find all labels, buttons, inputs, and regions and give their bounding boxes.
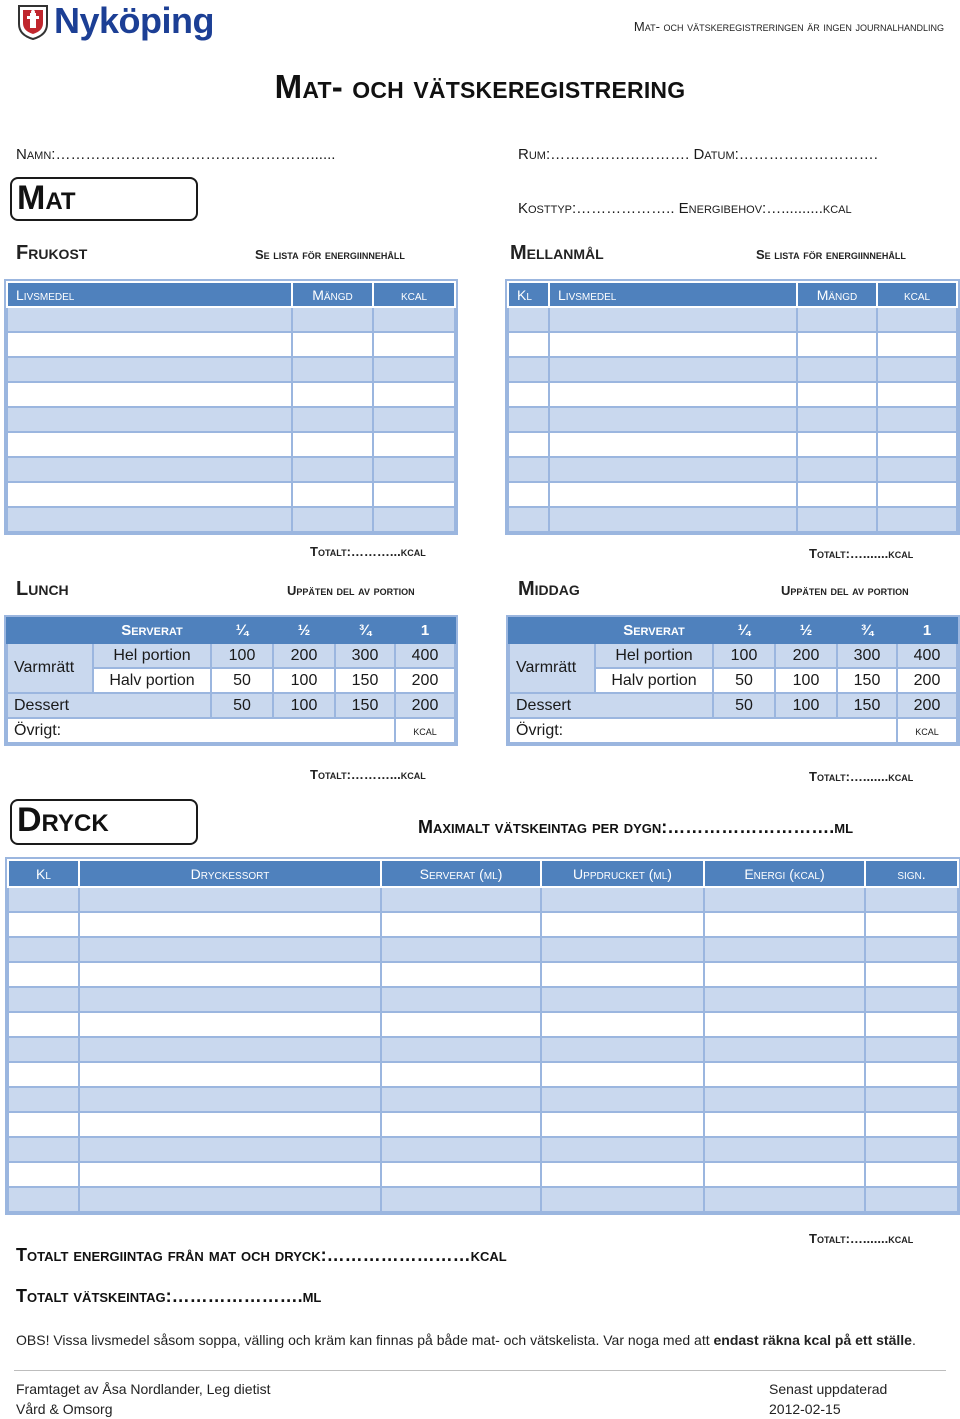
lunch-dessert-label: Dessert [7,693,211,718]
table-row [508,507,957,532]
logo-text: Nyköping [54,0,215,41]
middag-dessert-whole[interactable]: 200 [897,693,957,718]
mellanmal-col-kl: Kl [508,282,549,307]
lunch-ovrigt-kcal: kcal [395,718,455,743]
mat-section-label [10,177,198,221]
mellanmal-col-mangd: Mängd [797,282,877,307]
lunch-ovrigt-label[interactable]: Övrigt: [7,718,395,743]
lunch-dessert-three-quarter[interactable]: 150 [335,693,395,718]
table-row [8,1037,958,1062]
lunch-col-whole: 1 [395,618,455,643]
middag-hel-quarter[interactable]: 100 [713,643,775,668]
table-row [7,382,455,407]
mellanmal-title: Mellanmål [510,242,604,264]
middag-halv-three-quarter[interactable]: 150 [837,668,897,693]
table-row [8,887,958,912]
table-row [8,1162,958,1187]
obs-note [16,1332,916,1348]
middag-halv-quarter[interactable]: 50 [713,668,775,693]
middag-table [508,617,958,744]
table-row [508,457,957,482]
middag-ovrigt-kcal: kcal [897,718,957,743]
frukost-title: Frukost [16,242,88,264]
dryck-table [7,859,959,1213]
frukost-hint: Se lista för energiinnehåll [255,247,405,262]
middag-dessert-label: Dessert [509,693,713,718]
obs-suffix: . [911,1332,916,1348]
middag-col-whole: 1 [897,618,957,643]
table-row [7,357,455,382]
obs-text: OBS! Vissa livsmedel såsom soppa, välling och kräm kan finnas på både mat- och vätskelista. Var noga med att [16,1332,714,1348]
table-row [8,987,958,1012]
middag-dessert-half[interactable]: 100 [775,693,837,718]
dryck-col-dryckessort: Dryckessort [79,860,381,887]
dryck-col-uppdrucket: Uppdrucket (ml) [541,860,704,887]
table-row [7,432,455,457]
middag-hel-label: Hel portion [595,643,713,668]
obs-emphasis: endast räkna kcal på ett ställe [713,1332,912,1348]
total-fluid-field[interactable]: Totalt vätskeintag:………………….ml [16,1286,322,1306]
table-row [7,457,455,482]
lunch-hel-half[interactable]: 200 [273,643,335,668]
table-row [7,307,455,332]
table-row [508,332,957,357]
footer-author: Framtaget av Åsa Nordlander, Leg dietist [16,1381,271,1397]
middag-hint: Uppäten del av portion [781,583,909,598]
table-row [508,382,957,407]
table-row [8,937,958,962]
middag-halv-whole[interactable]: 200 [897,668,957,693]
middag-halv-half[interactable]: 100 [775,668,837,693]
dryck-col-kl: Kl [8,860,79,887]
frukost-table [6,281,456,533]
lunch-dessert-quarter[interactable]: 50 [211,693,273,718]
namn-field[interactable]: Namn:……………………………………………...... [16,146,336,163]
lunch-dessert-whole[interactable]: 200 [395,693,455,718]
kosttyp-field[interactable]: Kosttyp:……………….. Energibehov:…..........kcal [518,200,852,217]
table-row [8,1187,958,1212]
middag-col-serverat: Serverat [595,618,713,643]
table-row [8,1062,958,1087]
footer-org: Vård & Omsorg [16,1401,113,1417]
table-row [7,407,455,432]
middag-col-quarter: ¼ [713,618,775,643]
lunch-halv-quarter[interactable]: 50 [211,668,273,693]
page-title: Mat- och vätskeregistrering [274,68,686,105]
table-row [8,912,958,937]
max-fluid-field[interactable]: Maximalt vätskeintag per dygn:……………………….ml [418,817,854,837]
frukost-col-mangd: Mängd [292,282,373,307]
lunch-halv-whole[interactable]: 200 [395,668,455,693]
lunch-title: Lunch [16,578,69,600]
coat-of-arms-icon [17,4,49,40]
lunch-hint: Uppäten del av portion [287,583,415,598]
middag-varmratt-label: Varmrätt [509,643,595,693]
lunch-hel-quarter[interactable]: 100 [211,643,273,668]
dryck-col-sign: sign. [865,860,958,887]
table-row [7,332,455,357]
table-row [508,407,957,432]
middag-dessert-quarter[interactable]: 50 [713,693,775,718]
dryck-total[interactable]: Totalt:….......kcal [809,1231,914,1246]
table-row [7,482,455,507]
mat-label: Mat [17,179,76,217]
middag-halv-label: Halv portion [595,668,713,693]
dryck-col-energi: Energi (kcal) [704,860,865,887]
lunch-varmratt-label: Varmrätt [7,643,93,693]
lunch-hel-label: Hel portion [93,643,211,668]
lunch-halv-label: Halv portion [93,668,211,693]
lunch-hel-three-quarter[interactable]: 300 [335,643,395,668]
footer-updated-label: Senast uppdaterad [769,1381,888,1397]
header-note: Mat- och vätskeregistreringen är ingen journalhandling [633,19,944,34]
frukost-total[interactable]: Totalt:………...kcal [310,544,426,559]
middag-hel-half[interactable]: 200 [775,643,837,668]
table-row [8,1112,958,1137]
footer-divider [14,1370,946,1371]
middag-col-three-quarter: ¾ [837,618,897,643]
table-row [508,482,957,507]
mellanmal-total[interactable]: Totalt:….......kcal [809,546,914,561]
table-row [8,1012,958,1037]
lunch-hel-whole[interactable]: 400 [395,643,455,668]
footer-updated-date: 2012-02-15 [769,1401,841,1417]
table-row [8,1087,958,1112]
table-row [7,507,455,532]
lunch-table [6,617,456,744]
middag-total[interactable]: Totalt:….......kcal [809,769,914,784]
mellanmal-hint: Se lista för energiinnehåll [756,247,906,262]
middag-dessert-three-quarter[interactable]: 150 [837,693,897,718]
frukost-col-livsmedel: Livsmedel [7,282,292,307]
mellanmal-table [507,281,958,533]
table-row [508,307,957,332]
lunch-col-half: ½ [273,618,335,643]
lunch-halv-three-quarter[interactable]: 150 [335,668,395,693]
dryck-label: Dryck [17,801,109,839]
middag-ovrigt-label[interactable]: Övrigt: [509,718,897,743]
table-row [8,1137,958,1162]
lunch-dessert-half[interactable]: 100 [273,693,335,718]
lunch-col-serverat: Serverat [93,618,211,643]
rum-datum-field[interactable]: Rum:………………………. Datum:………………………. [518,146,878,163]
lunch-total[interactable]: Totalt:………...kcal [310,767,426,782]
table-row [508,357,957,382]
lunch-halv-half[interactable]: 100 [273,668,335,693]
middag-title: Middag [518,578,580,600]
lunch-col-quarter: ¼ [211,618,273,643]
table-row [508,432,957,457]
total-energy-field[interactable]: Totalt energiintag från mat och dryck:……………………kcal [16,1245,507,1265]
dryck-section-label [10,799,198,845]
frukost-col-kcal: kcal [373,282,455,307]
middag-hel-whole[interactable]: 400 [897,643,957,668]
middag-hel-three-quarter[interactable]: 300 [837,643,897,668]
mellanmal-col-kcal: kcal [877,282,957,307]
lunch-col-three-quarter: ¾ [335,618,395,643]
mellanmal-col-livsmedel: Livsmedel [549,282,797,307]
table-row [8,962,958,987]
middag-col-half: ½ [775,618,837,643]
dryck-col-serverat: Serverat (ml) [381,860,541,887]
